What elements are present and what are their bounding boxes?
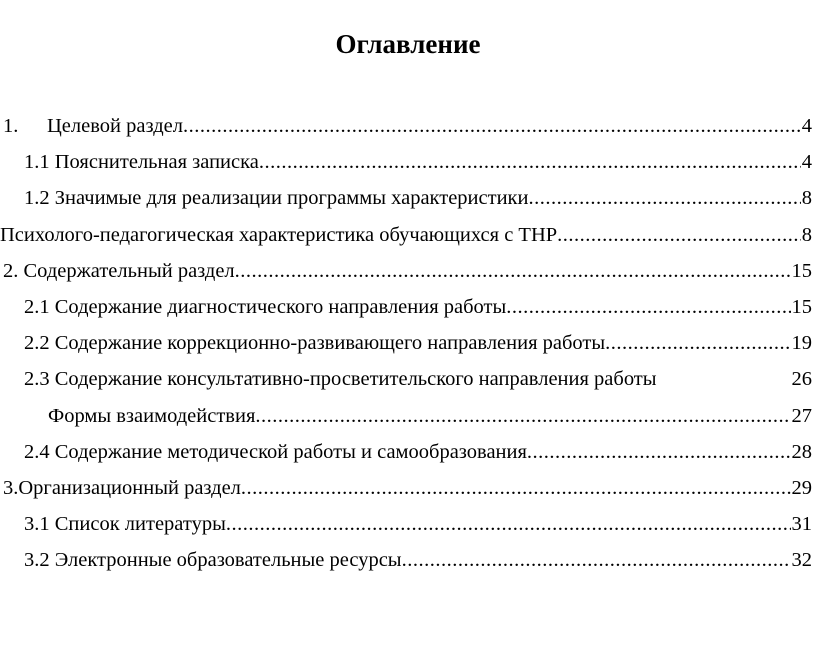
toc-page-number: 8 [801, 223, 812, 246]
toc-entry-2[interactable] [0, 253, 816, 289]
toc-entry-label: 2.1 Содержание диагностического направления работы [24, 295, 507, 318]
toc-page-number: 31 [791, 513, 812, 536]
toc-page-number: 15 [791, 295, 812, 318]
toc-entry-label: 1.1 Пояснительная записка [24, 151, 259, 174]
dot-leader [402, 542, 791, 578]
toc-entry-label: 2.2 Содержание коррекционно-развивающего направления работы [24, 332, 606, 355]
toc-entry-2-4[interactable] [0, 434, 816, 470]
toc-entry-2-1[interactable] [0, 289, 816, 325]
toc-entry-1[interactable] [0, 108, 816, 144]
toc-page-number: 8 [801, 187, 812, 210]
toc-entry-label: 3.1 Список литературы [24, 513, 226, 536]
toc-entry-2-2[interactable] [0, 325, 816, 361]
toc-entry-label [3, 108, 183, 144]
toc-page-number: 32 [791, 549, 812, 572]
dot-leader [255, 398, 790, 434]
dot-leader [259, 144, 801, 180]
toc-page-number: 26 [791, 368, 812, 391]
toc-entry-label: 2.4 Содержание методической работы и самообразования [24, 440, 527, 463]
toc-entry-forms[interactable] [0, 398, 816, 434]
toc-entry-label: Формы взаимодействия [48, 404, 256, 427]
toc-entry-1-2[interactable] [0, 180, 816, 216]
toc-entry-3-1[interactable] [0, 506, 816, 542]
dot-leader [241, 470, 791, 506]
toc-entry-number: 1. [3, 115, 19, 137]
dot-leader [527, 434, 791, 470]
toc-page-number: 4 [801, 115, 812, 137]
dot-leader [557, 217, 801, 253]
toc-entry-label: Психолого-педагогическая характеристика обучающихся с ТНР [0, 223, 558, 246]
toc-page-number: 15 [791, 259, 812, 282]
dot-leader [235, 253, 791, 289]
toc-entry-3[interactable] [0, 470, 816, 506]
toc-entry-label: 2. Содержательный раздел [3, 259, 235, 282]
toc-page-number: 28 [791, 440, 812, 463]
toc-entry-label: 3.2 Электронные образовательные ресурсы [24, 549, 402, 572]
toc-page-number: 27 [791, 404, 812, 427]
toc-page-number: 19 [791, 332, 812, 355]
toc-page-number: 29 [791, 476, 812, 499]
toc-entry-3-2[interactable] [0, 542, 816, 578]
dot-leader [183, 108, 801, 144]
toc-entry-label: 2.3 Содержание консультативно-просветительского направления работы [24, 368, 657, 391]
dot-leader [528, 180, 800, 216]
table-of-contents [0, 108, 816, 578]
toc-entry-2-3[interactable] [0, 361, 816, 397]
dot-leader [226, 506, 791, 542]
toc-entry-label: 1.2 Значимые для реализации программы характеристики [24, 187, 529, 210]
toc-entry-1-1[interactable] [0, 144, 816, 180]
dot-leader [506, 289, 790, 325]
toc-page-number: 4 [801, 151, 812, 174]
toc-entry-label: 3.Организационный раздел [3, 476, 241, 499]
page-title: Оглавление [335, 29, 481, 59]
toc-entry-title: Целевой раздел [47, 115, 183, 137]
dot-leader [605, 325, 790, 361]
toc-entry-characteristics[interactable] [0, 217, 816, 253]
